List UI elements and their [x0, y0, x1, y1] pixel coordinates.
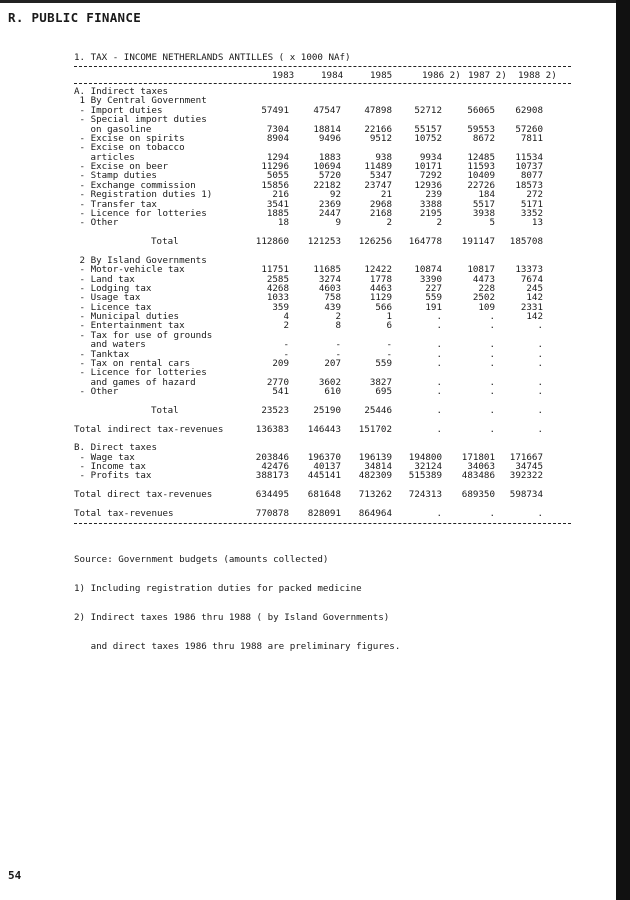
cell-1988: 392322 — [509, 470, 543, 482]
cell-1987: . — [489, 386, 495, 397]
cell-1987: 689350 — [461, 489, 495, 501]
footnotes — [74, 536, 400, 661]
cell-1987: 8672 — [472, 132, 495, 144]
cell-1988: 171667 — [509, 451, 543, 463]
cell-1984: 2 — [335, 311, 341, 322]
cell-1987: 59553 — [467, 123, 495, 135]
row-label: - Licence for lotteries — [79, 367, 207, 379]
cell-1986: 227 — [425, 282, 442, 294]
scan-edge-top — [0, 0, 630, 3]
cell-1987: 483486 — [461, 470, 495, 482]
cell-1986: 194800 — [408, 451, 442, 463]
cell-1983: 2585 — [266, 273, 289, 285]
cell-1983: 1033 — [266, 292, 289, 304]
cell-1984: 121253 — [307, 236, 341, 247]
row-label: B. Direct taxes — [74, 442, 157, 454]
table-section-row — [74, 490, 574, 499]
cell-1987: . — [489, 404, 495, 416]
row-label: - Municipal duties — [79, 311, 180, 322]
footnote-1: 1) Including registration duties for packed medicine — [74, 582, 362, 594]
cell-1987: 5 — [489, 217, 495, 229]
row-label: - Tax on rental cars — [79, 357, 191, 369]
cell-1983: 541 — [272, 386, 289, 397]
cell-1987: . — [489, 339, 495, 351]
row-label: - Excise on tobacco — [79, 142, 185, 154]
cell-1986: . — [436, 507, 442, 519]
row-label: - Wage tax — [79, 451, 135, 463]
cell-1987: 10817 — [467, 264, 495, 276]
cell-1986: 2195 — [419, 207, 442, 219]
cell-1986: 239 — [425, 189, 442, 201]
column-header: 1988 2) — [518, 70, 557, 81]
cell-1984: - — [335, 339, 341, 351]
cell-1988: 142 — [526, 311, 543, 322]
cell-1985: 713262 — [358, 489, 392, 501]
cell-1984: 8 — [335, 320, 341, 332]
cell-1984: 9496 — [318, 132, 341, 144]
page-number: 54 — [8, 869, 22, 882]
cell-1985: 4463 — [369, 282, 392, 294]
cell-1985: 6 — [386, 320, 392, 332]
table-row — [74, 218, 574, 227]
cell-1986: . — [436, 339, 442, 351]
cell-1985: 2968 — [369, 198, 392, 210]
row-label: 2 By Island Governments — [79, 254, 207, 266]
cell-1985: 2168 — [369, 207, 392, 219]
cell-1987: . — [489, 357, 495, 369]
cell-1988: . — [537, 376, 543, 388]
table-row — [74, 209, 574, 218]
row-label: - Lodging tax — [79, 282, 152, 294]
cell-1985: 695 — [375, 386, 392, 397]
cell-1985: 23747 — [364, 179, 392, 191]
tax-table-body — [74, 87, 574, 518]
row-label: articles — [90, 151, 135, 163]
cell-1985: 2 — [386, 217, 392, 229]
cell-1984: 1883 — [318, 151, 341, 163]
cell-1987: 10409 — [467, 170, 495, 182]
cell-1983: 11751 — [261, 264, 289, 276]
cell-1987: 3938 — [472, 207, 495, 219]
cell-1983: 57491 — [261, 104, 289, 116]
cell-1986: . — [436, 311, 442, 322]
cell-1984: 3602 — [318, 376, 341, 388]
row-label: - Stamp duties — [79, 170, 157, 182]
column-header: 1987 2) — [468, 70, 507, 81]
table-section-row — [74, 425, 574, 434]
cell-1984: 40137 — [313, 461, 341, 472]
cell-1985: - — [386, 348, 392, 360]
cell-1984: 3274 — [318, 273, 341, 285]
cell-1984: 445141 — [307, 470, 341, 482]
cell-1985: 126256 — [358, 236, 392, 247]
cell-1986: 515389 — [408, 470, 442, 482]
cell-1983: 2 — [283, 320, 289, 332]
cell-1984: 92 — [329, 189, 341, 201]
footnote-2: 2) Indirect taxes 1986 thru 1988 ( by Island Governments) — [74, 611, 390, 623]
cell-1984: 4603 — [318, 282, 341, 294]
cell-1987: 171801 — [461, 451, 495, 463]
cell-1988: 62908 — [515, 104, 543, 116]
row-label: and waters — [90, 339, 146, 351]
cell-1983: 770878 — [255, 507, 289, 519]
cell-1983: 112860 — [255, 236, 289, 247]
cell-1988: . — [537, 348, 543, 360]
cell-1986: . — [436, 386, 442, 397]
column-header: 1983 — [272, 70, 295, 81]
cell-1986: . — [436, 320, 442, 332]
cell-1983: 388173 — [255, 470, 289, 482]
cell-1984: 758 — [324, 292, 341, 304]
cell-1985: 22166 — [364, 123, 392, 135]
cell-1988: 57260 — [515, 123, 543, 135]
cell-1987: 12485 — [467, 151, 495, 163]
cell-1986: 9934 — [419, 151, 442, 163]
cell-1987: . — [489, 376, 495, 388]
row-label: - Motor-vehicle tax — [79, 264, 185, 276]
cell-1984: 207 — [324, 357, 341, 369]
cell-1986: . — [436, 423, 442, 435]
cell-1986: . — [436, 376, 442, 388]
cell-1988: 245 — [526, 282, 543, 294]
cell-1986: 191 — [425, 301, 442, 313]
row-label: on gasoline — [90, 123, 152, 135]
cell-1984: 22182 — [313, 179, 341, 191]
row-label: Total tax-revenues — [74, 507, 174, 519]
cell-1988: 7674 — [520, 273, 543, 285]
cell-1988: 7811 — [520, 132, 543, 144]
header-rule — [74, 83, 571, 84]
row-label: Total — [151, 404, 179, 416]
cell-1987: 22726 — [467, 179, 495, 191]
cell-1987: 5517 — [472, 198, 495, 210]
cell-1984: 18814 — [313, 123, 341, 135]
cell-1985: 1129 — [369, 292, 392, 304]
cell-1986: 12936 — [414, 179, 442, 191]
cell-1984: 439 — [324, 301, 341, 313]
cell-1985: 1 — [386, 311, 392, 322]
cell-1988: . — [537, 339, 543, 351]
cell-1987: 56065 — [467, 104, 495, 116]
cell-1985: 9512 — [369, 132, 392, 144]
cell-1983: 1294 — [266, 151, 289, 163]
row-label: - Transfer tax — [79, 198, 157, 210]
cell-1985: 34814 — [364, 461, 392, 472]
cell-1984: 196370 — [307, 451, 341, 463]
cell-1983: 2770 — [266, 376, 289, 388]
scan-edge-right — [616, 0, 630, 900]
table-row — [74, 387, 574, 396]
row-label: A. Indirect taxes — [74, 86, 169, 97]
column-header: 1986 2) — [422, 70, 461, 81]
table-row — [74, 331, 574, 340]
column-header: 1985 — [370, 70, 393, 81]
row-label: - Excise on beer — [79, 161, 169, 172]
cell-1987: 109 — [478, 301, 495, 313]
cell-1986: 55157 — [414, 123, 442, 135]
cell-1983: 23523 — [261, 404, 289, 416]
cell-1985: 482309 — [358, 470, 392, 482]
cell-1986: 3388 — [419, 198, 442, 210]
cell-1983: - — [283, 348, 289, 360]
cell-1987: . — [489, 423, 495, 435]
cell-1988: 2331 — [520, 301, 543, 313]
cell-1988: . — [537, 404, 543, 416]
table-total-row — [74, 406, 574, 415]
cell-1987: 34063 — [467, 461, 495, 472]
cell-1986: . — [436, 404, 442, 416]
cell-1988: 18573 — [515, 179, 543, 191]
cell-1986: 10752 — [414, 132, 442, 144]
row-label: and games of hazard — [90, 376, 196, 388]
cell-1983: 1885 — [266, 207, 289, 219]
row-label: - Tax for use of grounds — [79, 329, 213, 341]
cell-1984: 2447 — [318, 207, 341, 219]
cell-1988: 13373 — [515, 264, 543, 276]
row-label: - Entertainment tax — [79, 320, 185, 332]
cell-1984: 9 — [335, 217, 341, 229]
row-label: - Excise on spirits — [79, 132, 185, 144]
cell-1986: . — [436, 357, 442, 369]
cell-1986: . — [436, 348, 442, 360]
table-row — [74, 471, 574, 480]
row-label: - Land tax — [79, 273, 135, 285]
cell-1983: 15856 — [261, 179, 289, 191]
cell-1985: 559 — [375, 357, 392, 369]
cell-1987: . — [489, 320, 495, 332]
table-section-row — [74, 509, 574, 518]
table-top-rule — [74, 66, 571, 67]
row-label: - Registration duties 1) — [79, 189, 213, 201]
cell-1986: 724313 — [408, 489, 442, 501]
cell-1988: 34745 — [515, 461, 543, 472]
cell-1987: . — [489, 507, 495, 519]
row-label: - Licence tax — [79, 301, 152, 313]
cell-1983: 8904 — [266, 132, 289, 144]
row-label: - Other — [79, 217, 119, 229]
row-label: - Other — [79, 386, 119, 397]
cell-1988: 5171 — [520, 198, 543, 210]
cell-1984: 610 — [324, 386, 341, 397]
cell-1983: 11296 — [261, 161, 289, 172]
cell-1988: . — [537, 320, 543, 332]
cell-1985: 12422 — [364, 264, 392, 276]
row-label: - Import duties — [79, 104, 163, 116]
row-label: - Exchange commission — [79, 179, 196, 191]
cell-1984: 10694 — [313, 161, 341, 172]
row-label: - Income tax — [79, 461, 146, 472]
cell-1984: 681648 — [307, 489, 341, 501]
cell-1986: 10171 — [414, 161, 442, 172]
cell-1987: . — [489, 348, 495, 360]
cell-1983: 216 — [272, 189, 289, 201]
table-row — [74, 340, 574, 349]
cell-1984: 11685 — [313, 264, 341, 276]
cell-1983: 359 — [272, 301, 289, 313]
cell-1987: 228 — [478, 282, 495, 294]
cell-1985: 3827 — [369, 376, 392, 388]
row-label: Total — [151, 236, 179, 247]
cell-1984: 828091 — [307, 507, 341, 519]
cell-1984: 2369 — [318, 198, 341, 210]
cell-1983: 4268 — [266, 282, 289, 294]
cell-1988: 598734 — [509, 489, 543, 501]
row-label: - Special import duties — [79, 114, 207, 126]
cell-1984: 146443 — [307, 423, 341, 435]
cell-1988: . — [537, 423, 543, 435]
cell-1983: 634495 — [255, 489, 289, 501]
cell-1988: 272 — [526, 189, 543, 201]
cell-1987: 184 — [478, 189, 495, 201]
cell-1988: . — [537, 386, 543, 397]
cell-1983: 203846 — [255, 451, 289, 463]
cell-1987: 11593 — [467, 161, 495, 172]
table-bottom-rule — [74, 523, 571, 524]
cell-1983: 136383 — [255, 423, 289, 435]
row-label: - Licence for lotteries — [79, 207, 207, 219]
cell-1986: 32124 — [414, 461, 442, 472]
source-note: Source: Government budgets (amounts collected) — [74, 554, 329, 566]
cell-1988: 8077 — [520, 170, 543, 182]
cell-1983: 3541 — [266, 198, 289, 210]
cell-1988: 142 — [526, 292, 543, 304]
cell-1984: 47547 — [313, 104, 341, 116]
row-label: Total indirect tax-revenues — [74, 423, 224, 435]
cell-1988: 11534 — [515, 151, 543, 163]
cell-1985: - — [386, 339, 392, 351]
cell-1983: 42476 — [261, 461, 289, 472]
cell-1986: 52712 — [414, 104, 442, 116]
cell-1986: 7292 — [419, 170, 442, 182]
cell-1987: . — [489, 311, 495, 322]
cell-1983: 4 — [283, 311, 289, 322]
row-label: Total direct tax-revenues — [74, 489, 213, 501]
chapter-heading: R. PUBLIC FINANCE — [8, 10, 142, 25]
cell-1986: 10874 — [414, 264, 442, 276]
cell-1988: . — [537, 507, 543, 519]
cell-1985: 47898 — [364, 104, 392, 116]
cell-1988: 13 — [531, 217, 543, 229]
cell-1985: 25446 — [364, 404, 392, 416]
row-label: 1 By Central Government — [79, 95, 207, 107]
cell-1985: 938 — [375, 151, 392, 163]
cell-1985: 566 — [375, 301, 392, 313]
cell-1986: 559 — [425, 292, 442, 304]
cell-1983: - — [283, 339, 289, 351]
cell-1987: 4473 — [472, 273, 495, 285]
cell-1988: 185708 — [509, 236, 543, 247]
footnote-2-continued: and direct taxes 1986 thru 1988 are preliminary figures. — [74, 640, 401, 652]
cell-1983: 18 — [277, 217, 289, 229]
cell-1985: 196139 — [358, 451, 392, 463]
row-label: - Usage tax — [79, 292, 141, 304]
cell-1985: 21 — [380, 189, 392, 201]
cell-1984: - — [335, 348, 341, 360]
cell-1985: 864964 — [358, 507, 392, 519]
cell-1983: 7304 — [266, 123, 289, 135]
column-header: 1984 — [321, 70, 344, 81]
table-total-row — [74, 237, 574, 246]
cell-1985: 151702 — [358, 423, 392, 435]
row-label: - Tanktax — [79, 348, 130, 360]
cell-1983: 5055 — [266, 170, 289, 182]
cell-1985: 11489 — [364, 161, 392, 172]
cell-1986: 3390 — [419, 273, 442, 285]
cell-1986: 164778 — [408, 236, 442, 247]
cell-1987: 2502 — [472, 292, 495, 304]
cell-1987: 191147 — [461, 236, 495, 247]
cell-1983: 209 — [272, 357, 289, 369]
cell-1985: 1778 — [369, 273, 392, 285]
row-label: - Profits tax — [79, 470, 152, 482]
cell-1984: 25190 — [313, 404, 341, 416]
cell-1986: 2 — [436, 217, 442, 229]
cell-1988: 3352 — [520, 207, 543, 219]
cell-1988: 10737 — [515, 161, 543, 172]
cell-1984: 5720 — [318, 170, 341, 182]
cell-1985: 5347 — [369, 170, 392, 182]
cell-1988: . — [537, 357, 543, 369]
table-title: 1. TAX - INCOME NETHERLANDS ANTILLES ( x 1000 NAf) — [74, 52, 351, 63]
